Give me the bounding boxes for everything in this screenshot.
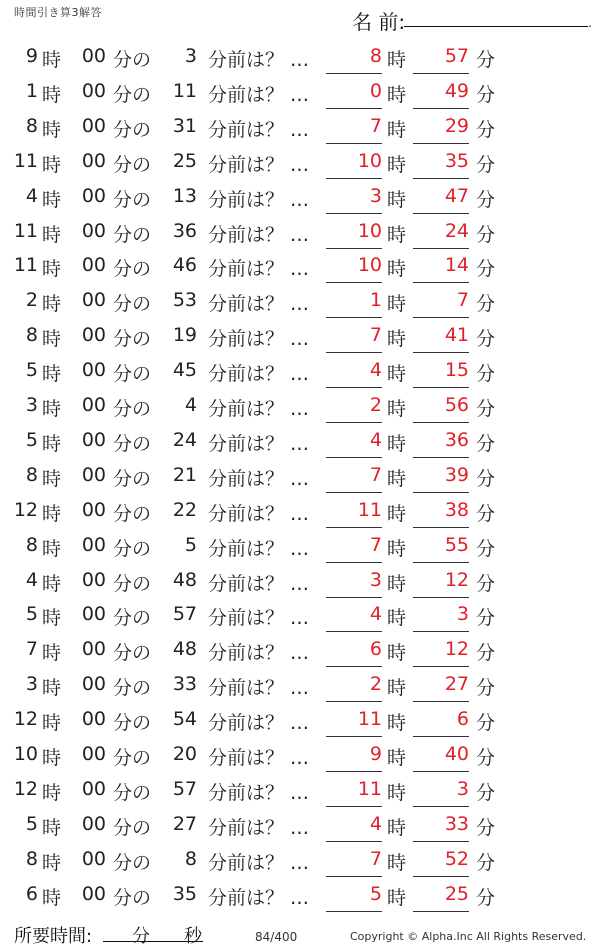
problem-row [0,39,600,73]
minute-value: 00 [81,149,106,172]
hour-unit-label: 時 [42,293,62,316]
answer-minute: 38 [413,499,469,528]
hour-unit-label: 時 [42,677,62,700]
minute-value: 00 [81,882,106,905]
hour-unit-label: 時 [42,747,62,769]
name-label: 名 前: [352,10,406,34]
answer-minute-unit: 分 [476,572,496,595]
answer-minute: 6 [413,708,469,737]
answer-hour-unit: 時 [387,677,407,700]
time-required-label: 所要時間: [14,926,93,947]
minute-unit-label: 分の [113,223,152,246]
question-label: 分前は？ … [208,153,310,176]
question-label: 分前は？ … [208,432,310,455]
problem-row [0,248,600,282]
answer-minute-unit: 分 [476,83,496,106]
hour-unit-label: 時 [42,851,62,874]
answer-hour-unit: 時 [387,607,407,630]
answer-minute-unit: 分 [476,642,496,665]
answer-hour-unit: 時 [387,328,407,351]
minute-unit-label: 分の [113,851,152,874]
hour-value: 8 [25,324,38,347]
answer-minute-unit: 分 [476,467,496,490]
subtract-minutes-value: 20 [172,743,197,765]
minute-value: 00 [81,498,106,521]
hour-unit-label: 時 [42,363,62,386]
answer-minute-unit: 分 [476,502,496,525]
name-end-dot: . [588,16,592,30]
hour-unit-label: 時 [42,432,62,455]
answer-minute-unit: 分 [476,293,496,316]
subtract-minutes-value: 54 [172,708,197,731]
subtract-minutes-value: 25 [172,149,197,172]
answer-minute: 25 [413,883,469,912]
minute-value: 00 [81,324,106,347]
answer-hour: 7 [326,534,382,563]
minute-unit-label: 分の [113,188,152,211]
answer-minute-unit: 分 [476,607,496,630]
answer-minute: 29 [413,115,469,144]
answer-hour-unit: 時 [387,712,407,735]
minute-unit-label: 分の [113,293,152,316]
minute-value: 00 [81,638,106,661]
minute-value: 00 [81,708,106,731]
question-label: 分前は？ … [208,118,310,141]
worksheet-title: 時間引き算3解答 [14,6,102,19]
subtract-minutes-value: 11 [172,79,197,102]
answer-minute: 35 [413,150,469,179]
copyright-notice: Copyright © Alpha.Inc All Rights Reserved. [350,930,587,943]
answer-minute-unit: 分 [476,677,496,700]
answer-hour: 2 [326,673,382,702]
hour-unit-label: 時 [42,223,62,246]
answer-minute-unit: 分 [476,398,496,420]
question-label: 分前は？ … [208,816,310,839]
answer-minute: 12 [413,569,469,598]
answer-hour-unit: 時 [387,537,407,560]
hour-unit-label: 時 [42,258,62,281]
problem-row [0,597,600,631]
answer-minute-unit: 分 [476,363,496,386]
problem-row [0,667,600,701]
subtract-minutes-value: 31 [172,114,197,137]
answer-hour: 11 [326,708,382,737]
minute-unit-label: 分の [113,432,152,455]
problem-row [0,214,600,248]
time-seconds-label: 秒 [184,926,202,947]
hour-value: 8 [25,847,38,870]
hour-unit-label: 時 [42,118,62,141]
problem-row [0,702,600,736]
answer-hour-unit: 時 [387,49,407,71]
minute-value: 00 [81,673,106,696]
subtract-minutes-value: 8 [184,847,197,870]
minute-unit-label: 分の [113,712,152,735]
answer-minute: 39 [413,464,469,493]
problem-row [0,458,600,492]
time-minutes-label: 分 [132,926,150,947]
hour-value: 11 [13,254,38,277]
hour-value: 5 [25,603,38,626]
subtract-minutes-value: 53 [172,289,197,312]
minute-unit-label: 分の [113,398,152,420]
subtract-minutes-value: 5 [184,533,197,556]
question-label: 分前は？ … [208,677,310,700]
answer-hour-unit: 時 [387,816,407,839]
subtract-minutes-value: 21 [172,463,197,486]
minute-value: 00 [81,463,106,486]
answer-hour-unit: 時 [387,502,407,525]
minute-unit-label: 分の [113,49,152,71]
answer-hour: 11 [326,778,382,807]
minute-value: 00 [81,847,106,870]
hour-unit-label: 時 [42,537,62,560]
question-label: 分前は？ … [208,642,310,665]
minute-value: 00 [81,394,106,416]
minute-unit-label: 分の [113,258,152,281]
answer-minute: 14 [413,254,469,283]
answer-hour-unit: 時 [387,118,407,141]
hour-unit-label: 時 [42,153,62,176]
answer-minute: 7 [413,289,469,318]
question-label: 分前は？ … [208,781,310,804]
question-label: 分前は？ … [208,188,310,211]
minute-unit-label: 分の [113,677,152,700]
problem-row [0,388,600,422]
minute-unit-label: 分の [113,886,152,909]
hour-value: 5 [25,812,38,835]
answer-minute-unit: 分 [476,432,496,455]
hour-value: 10 [13,743,38,765]
hour-unit-label: 時 [42,607,62,630]
answer-hour-unit: 時 [387,188,407,211]
answer-hour: 10 [326,220,382,249]
question-label: 分前は？ … [208,293,310,316]
answer-hour: 3 [326,185,382,214]
answer-hour: 10 [326,150,382,179]
answer-hour: 3 [326,569,382,598]
minute-unit-label: 分の [113,83,152,106]
answer-minute: 33 [413,813,469,842]
problem-row [0,144,600,178]
minute-value: 00 [81,254,106,277]
answer-hour-unit: 時 [387,153,407,176]
problem-row [0,423,600,457]
hour-unit-label: 時 [42,642,62,665]
problem-row [0,493,600,527]
answer-minute-unit: 分 [476,851,496,874]
answer-hour-unit: 時 [387,572,407,595]
answer-hour-unit: 時 [387,398,407,420]
hour-unit-label: 時 [42,467,62,490]
question-label: 分前は？ … [208,83,310,106]
minute-value: 00 [81,533,106,556]
answer-hour: 7 [326,115,382,144]
minute-value: 00 [81,79,106,102]
answer-minute: 3 [413,603,469,632]
hour-value: 6 [25,882,38,905]
question-label: 分前は？ … [208,572,310,595]
hour-value: 12 [13,498,38,521]
answer-minute-unit: 分 [476,188,496,211]
hour-unit-label: 時 [42,398,62,420]
subtract-minutes-value: 24 [172,428,197,451]
problem-row [0,353,600,387]
hour-value: 1 [25,79,38,102]
answer-minute-unit: 分 [476,49,496,71]
minute-unit-label: 分の [113,607,152,630]
hour-value: 11 [13,149,38,172]
answer-hour: 8 [326,45,382,74]
question-label: 分前は？ … [208,223,310,246]
subtract-minutes-value: 48 [172,638,197,661]
hour-value: 3 [25,394,38,416]
answer-hour: 5 [326,883,382,912]
problem-row [0,807,600,841]
minute-value: 00 [81,812,106,835]
minute-unit-label: 分の [113,816,152,839]
answer-hour: 0 [326,80,382,109]
question-label: 分前は？ … [208,258,310,281]
minute-unit-label: 分の [113,537,152,560]
answer-minute: 47 [413,185,469,214]
question-label: 分前は？ … [208,747,310,769]
hour-unit-label: 時 [42,49,62,71]
answer-hour-unit: 時 [387,432,407,455]
answer-hour: 10 [326,254,382,283]
minute-value: 00 [81,45,106,67]
answer-minute: 15 [413,359,469,388]
minute-unit-label: 分の [113,153,152,176]
question-label: 分前は？ … [208,49,310,71]
answer-hour-unit: 時 [387,851,407,874]
minute-value: 00 [81,603,106,626]
hour-unit-label: 時 [42,328,62,351]
subtract-minutes-value: 22 [172,498,197,521]
problem-row [0,877,600,911]
answer-minute-unit: 分 [476,886,496,909]
subtract-minutes-value: 3 [184,45,197,67]
answer-hour-unit: 時 [387,363,407,386]
answer-minute: 3 [413,778,469,807]
answer-hour: 4 [326,603,382,632]
problem-row [0,632,600,666]
hour-value: 9 [25,45,38,67]
answer-hour-unit: 時 [387,781,407,804]
question-label: 分前は？ … [208,851,310,874]
hour-unit-label: 時 [42,781,62,804]
subtract-minutes-value: 57 [172,603,197,626]
problem-row [0,283,600,317]
answer-hour-unit: 時 [387,642,407,665]
answer-hour: 4 [326,813,382,842]
answer-minute: 41 [413,324,469,353]
hour-value: 8 [25,463,38,486]
subtract-minutes-value: 57 [172,777,197,800]
question-label: 分前は？ … [208,712,310,735]
answer-hour: 7 [326,324,382,353]
hour-value: 2 [25,289,38,312]
minute-value: 00 [81,428,106,451]
answer-minute: 40 [413,743,469,772]
hour-unit-label: 時 [42,886,62,909]
answer-minute-unit: 分 [476,747,496,769]
hour-value: 3 [25,673,38,696]
answer-minute-unit: 分 [476,816,496,839]
hour-value: 11 [13,219,38,242]
hour-unit-label: 時 [42,188,62,211]
answer-hour: 6 [326,638,382,667]
subtract-minutes-value: 48 [172,568,197,591]
subtract-minutes-value: 35 [172,882,197,905]
hour-unit-label: 時 [42,816,62,839]
answer-hour: 2 [326,394,382,423]
answer-minute-unit: 分 [476,223,496,246]
minute-unit-label: 分の [113,572,152,595]
answer-minute: 12 [413,638,469,667]
answer-minute: 24 [413,220,469,249]
answer-minute-unit: 分 [476,712,496,735]
minute-unit-label: 分の [113,642,152,665]
problem-row [0,179,600,213]
hour-value: 7 [25,638,38,661]
hour-value: 8 [25,533,38,556]
minute-value: 00 [81,184,106,207]
minute-unit-label: 分の [113,363,152,386]
answer-hour: 11 [326,499,382,528]
answer-minute-unit: 分 [476,118,496,141]
hour-value: 8 [25,114,38,137]
answer-minute: 49 [413,80,469,109]
hour-unit-label: 時 [42,572,62,595]
hour-unit-label: 時 [42,83,62,106]
minute-unit-label: 分の [113,118,152,141]
answer-hour-unit: 時 [387,83,407,106]
question-label: 分前は？ … [208,467,310,490]
problem-row [0,318,600,352]
minute-unit-label: 分の [113,328,152,351]
problem-row [0,772,600,806]
minute-value: 00 [81,568,106,591]
question-label: 分前は？ … [208,398,310,420]
answer-hour: 4 [326,359,382,388]
subtract-minutes-value: 19 [172,324,197,347]
problem-row [0,74,600,108]
subtract-minutes-value: 45 [172,359,197,382]
subtract-minutes-value: 4 [184,394,197,416]
hour-value: 4 [25,568,38,591]
answer-hour-unit: 時 [387,747,407,769]
subtract-minutes-value: 36 [172,219,197,242]
question-label: 分前は？ … [208,502,310,525]
answer-hour-unit: 時 [387,258,407,281]
problem-row [0,528,600,562]
minute-value: 00 [81,289,106,312]
name-underline [404,26,588,27]
problem-row [0,842,600,876]
problem-row [0,737,600,771]
minute-unit-label: 分の [113,747,152,769]
name-field-area [352,4,592,34]
hour-unit-label: 時 [42,712,62,735]
minute-unit-label: 分の [113,467,152,490]
answer-hour-unit: 時 [387,293,407,316]
answer-hour: 4 [326,429,382,458]
page-number: 84/400 [255,930,298,944]
answer-hour: 7 [326,848,382,877]
subtract-minutes-value: 27 [172,812,197,835]
answer-minute-unit: 分 [476,153,496,176]
hour-unit-label: 時 [42,502,62,525]
minute-unit-label: 分の [113,502,152,525]
answer-hour-unit: 時 [387,886,407,909]
subtract-minutes-value: 33 [172,673,197,696]
minute-value: 00 [81,777,106,800]
minute-value: 00 [81,743,106,765]
hour-value: 5 [25,428,38,451]
question-label: 分前は？ … [208,537,310,560]
answer-hour-unit: 時 [387,467,407,490]
answer-minute: 57 [413,45,469,74]
answer-minute-unit: 分 [476,537,496,560]
answer-hour: 1 [326,289,382,318]
question-label: 分前は？ … [208,607,310,630]
answer-minute: 52 [413,848,469,877]
answer-hour: 9 [326,743,382,772]
problem-row [0,109,600,143]
answer-minute: 55 [413,534,469,563]
subtract-minutes-value: 46 [172,254,197,277]
answer-minute-unit: 分 [476,781,496,804]
question-label: 分前は？ … [208,886,310,909]
question-label: 分前は？ … [208,328,310,351]
answer-minute: 36 [413,429,469,458]
answer-minute: 56 [413,394,469,423]
minute-value: 00 [81,219,106,242]
problem-row [0,563,600,597]
hour-value: 4 [25,184,38,207]
hour-value: 12 [13,708,38,731]
question-label: 分前は？ … [208,363,310,386]
subtract-minutes-value: 13 [172,184,197,207]
minute-unit-label: 分の [113,781,152,804]
minute-value: 00 [81,359,106,382]
answer-minute: 27 [413,673,469,702]
answer-hour-unit: 時 [387,223,407,246]
hour-value: 5 [25,359,38,382]
hour-value: 12 [13,777,38,800]
answer-hour: 7 [326,464,382,493]
answer-minute-unit: 分 [476,328,496,351]
answer-minute-unit: 分 [476,258,496,281]
minute-value: 00 [81,114,106,137]
